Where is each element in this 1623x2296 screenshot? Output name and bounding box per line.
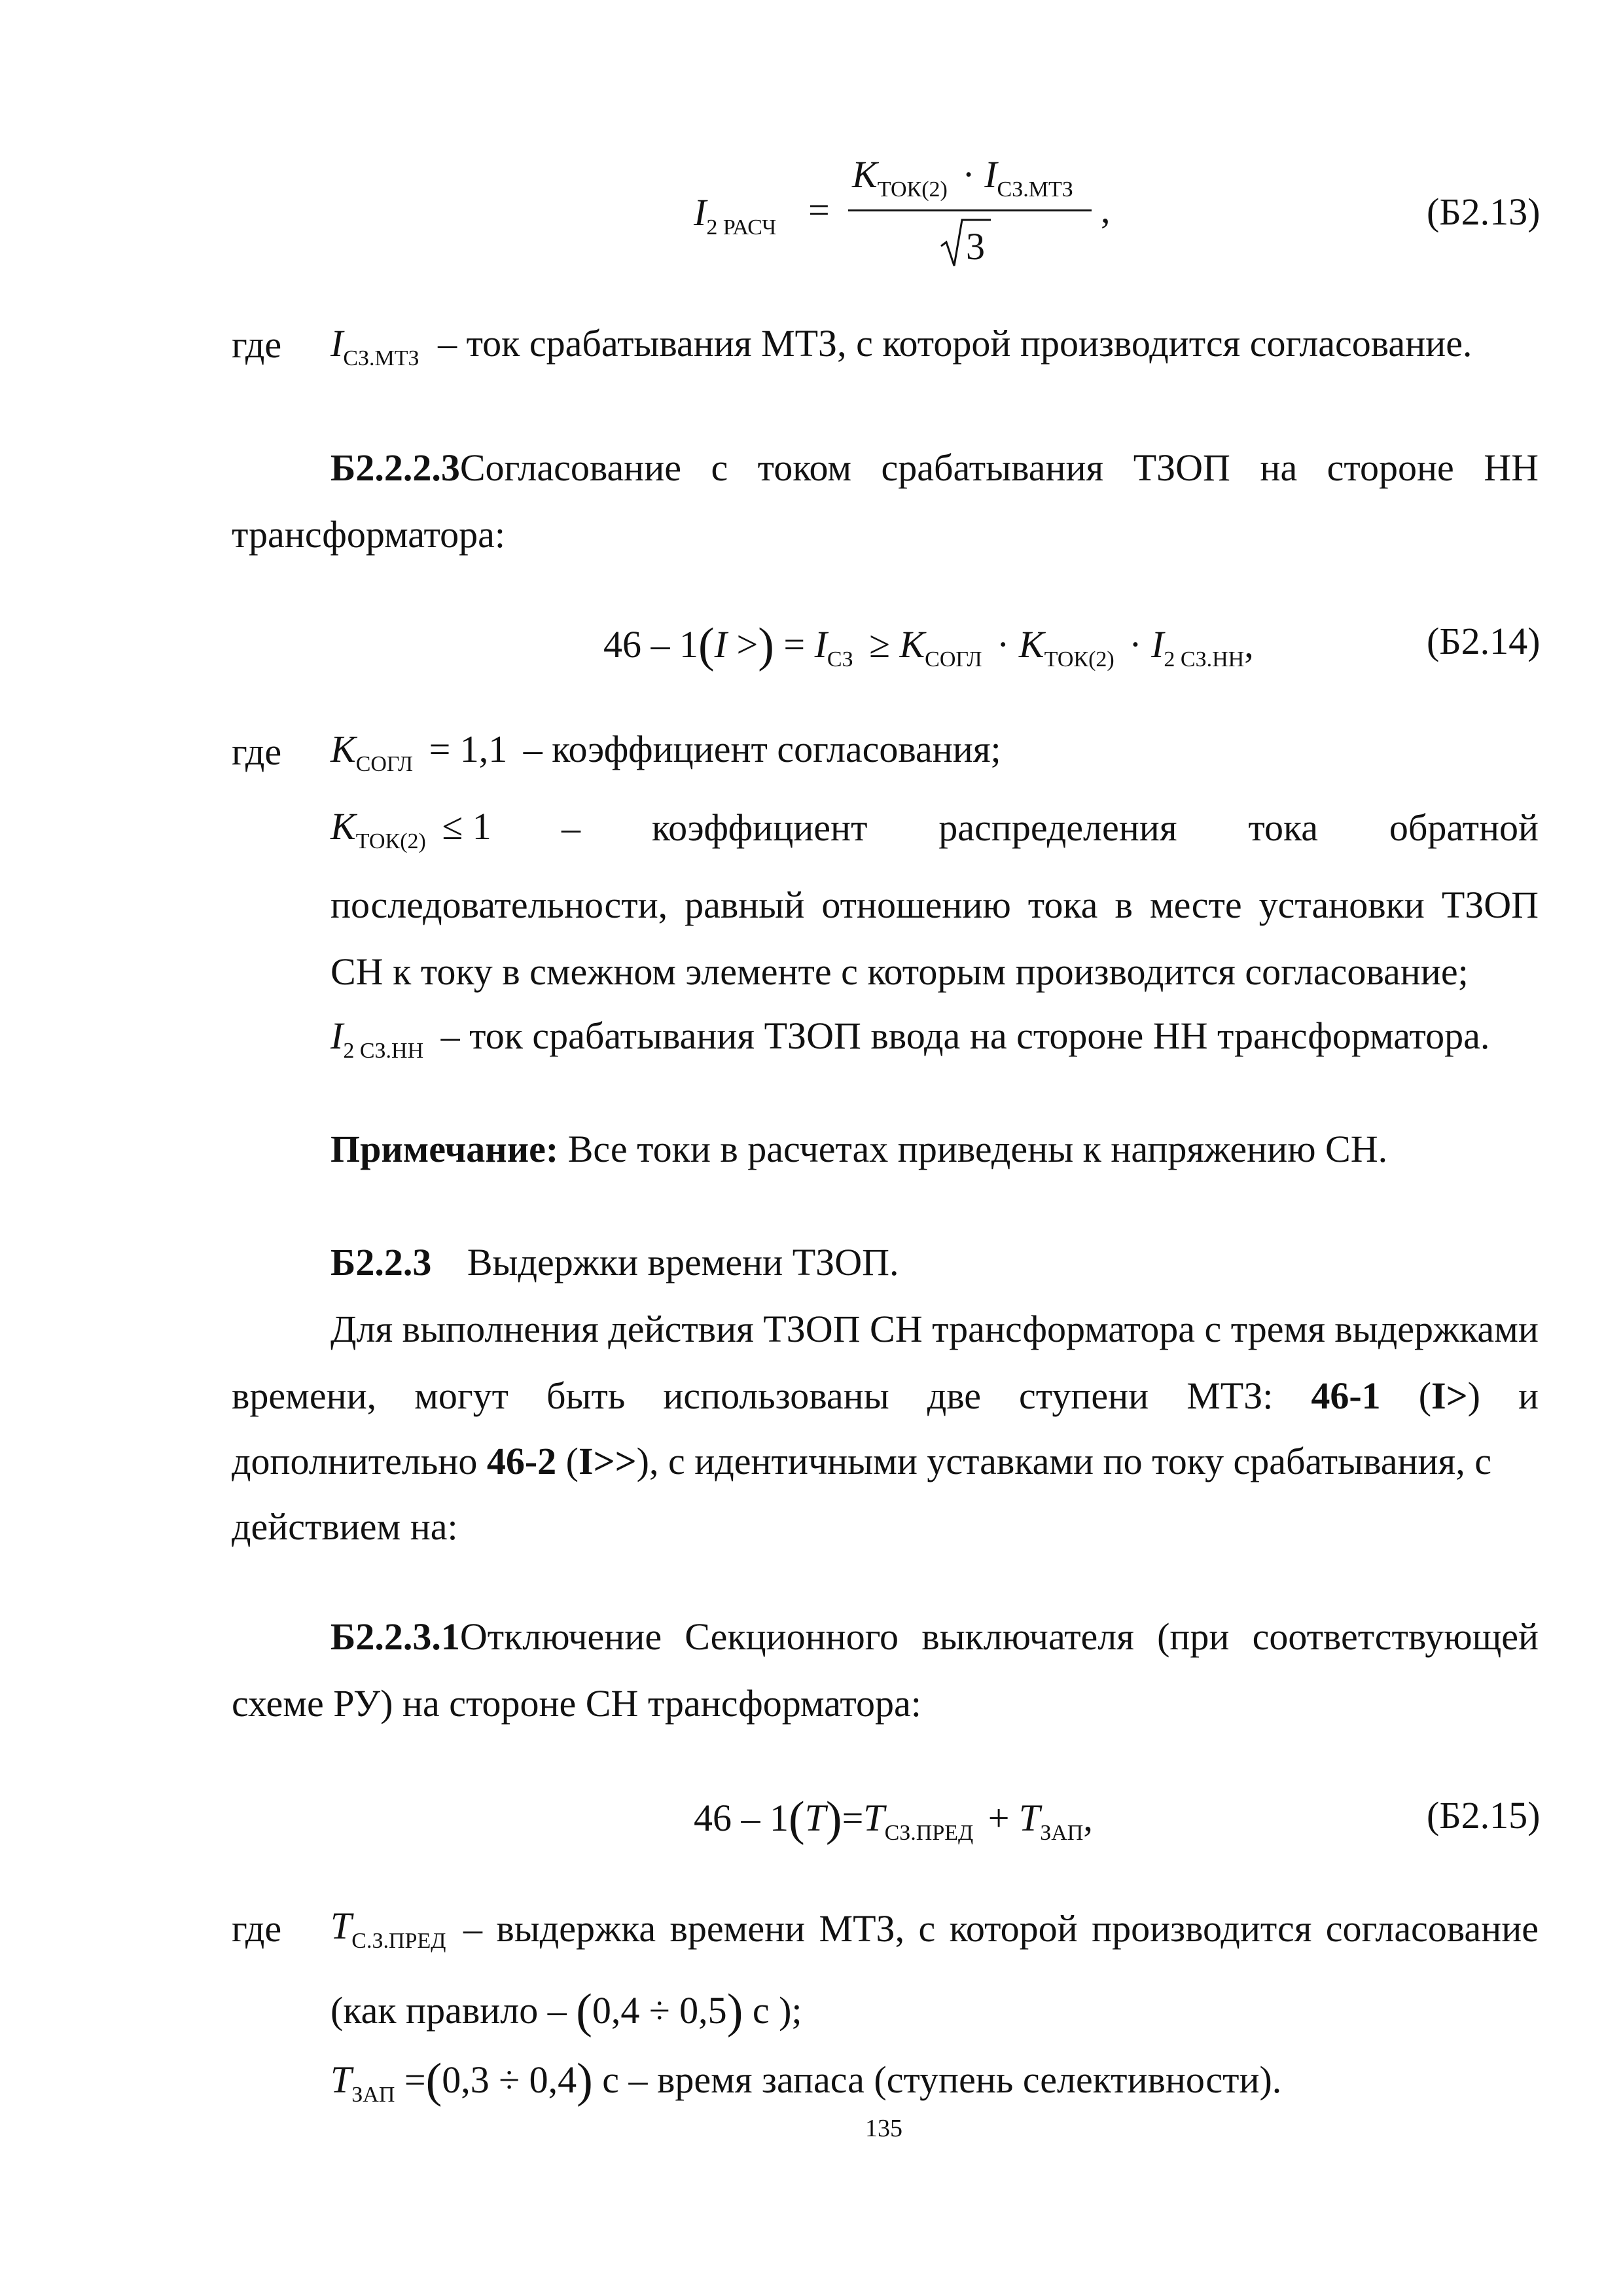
eq-sub: ЗАП (351, 2083, 395, 2107)
section-b223-heading (330, 1241, 899, 1283)
eq-sub: С.З.ПРЕД (351, 1929, 446, 1953)
where-2-ksogl (330, 728, 1001, 776)
eq-var-k: K (899, 623, 925, 666)
definition-text: с – время запаса (ступень селективности). (592, 2058, 1282, 2101)
range-value: 0,3 ÷ 0,4 (442, 2058, 577, 2101)
eq-var-i: I (330, 322, 344, 365)
eq-sub: ТОК(2) (877, 177, 948, 202)
paren-open: ( (698, 619, 715, 672)
where-label: где (232, 1907, 282, 1950)
word: могут (414, 1374, 508, 1417)
eq-var-t: T (1018, 1797, 1041, 1839)
word: на (1260, 446, 1298, 489)
bold-term: I> (1431, 1374, 1468, 1417)
eq-sub: СЗ (827, 647, 853, 672)
word: током (757, 446, 852, 489)
definition-text: – коэффициент согласования; (523, 728, 1001, 770)
eq-b2-13-lhs (694, 191, 777, 240)
where-2-ktok-line3: СН к току в смежном элементе с которым производится согласование; (330, 950, 1469, 993)
value: ≤ 1 (442, 805, 491, 848)
where-3-line1: – выдержка времени МТЗ, с которой производится согласование (463, 1907, 1539, 1950)
where-2-ktok-line1 (562, 806, 1539, 849)
bold-term: I>> (579, 1440, 637, 1482)
word: ), с идентичными уставками по току срабатывания, с (636, 1440, 1491, 1482)
para-line (232, 1374, 1539, 1417)
note-label: Примечание: (330, 1128, 559, 1170)
eq-sub: 2 СЗ.НН (1164, 647, 1245, 672)
page-number: 135 (865, 2115, 902, 2142)
eq-sub: СЗ.ПРЕД (884, 1821, 974, 1845)
word: с ); (743, 1989, 802, 2032)
word: две (927, 1374, 981, 1417)
eq-var-t: T (863, 1797, 885, 1839)
word: ступени (1019, 1374, 1149, 1417)
equation-b2-14 (603, 617, 1254, 672)
word: быть (546, 1374, 626, 1417)
section-b2231-line2: схеме РУ) на стороне СН трансформатора: (232, 1682, 921, 1725)
eq-sub: СОГЛ (355, 752, 414, 776)
eq-comma: , (1101, 188, 1111, 231)
ge-sign: ≥ (869, 623, 890, 666)
word: коэффициент (651, 806, 868, 849)
plus-sign: + (988, 1797, 1010, 1839)
word: ) (1467, 1374, 1480, 1417)
dot-operator: · (962, 153, 975, 196)
dot-operator: · (997, 623, 1010, 666)
paren-close: ) (825, 1792, 842, 1846)
word: дополнительно (232, 1440, 487, 1482)
bold-term: 46-1 (1311, 1374, 1381, 1417)
eq-var-k: K (330, 805, 356, 848)
value: = 1,1 (429, 728, 508, 770)
equation-number: (Б2.15) (1427, 1794, 1541, 1837)
eq-prefix: 46 – 1 (694, 1797, 789, 1839)
where-2-ktok-var (330, 805, 491, 853)
equation-number: (Б2.13) (1427, 190, 1541, 233)
eq-b2-13-numerator (852, 153, 1073, 202)
where-1-definition (330, 322, 1472, 370)
word: (при (1157, 1615, 1230, 1658)
gt-sign: > (726, 623, 758, 666)
eq-var-i: I (814, 623, 827, 666)
eq-var-k: K (1018, 623, 1044, 666)
para-line: Для выполнения действия ТЗОП СН трансформатора с тремя выдержками (330, 1308, 1539, 1350)
word: последовательности, (330, 884, 668, 926)
fraction-bar (848, 209, 1092, 211)
where-2-i2 (330, 1014, 1490, 1063)
word: НН (1484, 446, 1539, 489)
word: времени, (232, 1374, 377, 1417)
word: отношению (821, 884, 1011, 926)
eq-comma: , (1083, 1797, 1093, 1839)
definition-text: – ток срабатывания МТЗ, с которой производится согласование. (438, 322, 1472, 365)
word: месте (1149, 884, 1242, 926)
para-line: действием на: (232, 1505, 458, 1548)
eq-sub: ЗАП (1040, 1821, 1084, 1845)
word: с (711, 446, 728, 489)
section-number: Б2.2.2.3 (330, 446, 460, 489)
eq-var-i: I (984, 153, 997, 196)
eq-var-i: I (330, 1014, 344, 1057)
section-b2223-line1 (330, 446, 1539, 489)
equals-sign: = (404, 2058, 426, 2101)
section-b2231-line1 (330, 1615, 1539, 1658)
word: Согласование (459, 446, 682, 489)
word: – (562, 806, 580, 849)
dot-operator: · (1129, 623, 1142, 666)
section-number: Б2.2.3.1 (330, 1615, 460, 1658)
note-text: Все токи в расчетах приведены к напряжению СН. (558, 1128, 1388, 1170)
paren-open: ( (789, 1792, 805, 1846)
word: использованы (663, 1374, 889, 1417)
equals-sign: = (783, 623, 806, 666)
paren-open: ( (576, 1984, 592, 2038)
word: выключателя (921, 1615, 1134, 1658)
eq-var-i: I (1151, 623, 1164, 666)
word: и (1518, 1374, 1539, 1417)
where-label: где (232, 730, 282, 773)
word: Отключение (459, 1615, 662, 1658)
paren-open: ( (425, 2054, 442, 2108)
eq-sub: 2 СЗ.НН (343, 1039, 424, 1063)
word: ( (556, 1440, 579, 1482)
where-3-tzap (330, 2053, 1282, 2108)
section-title: Выдержки времени ТЗОП. (467, 1241, 899, 1283)
word: ТЗОП (1441, 884, 1539, 926)
eq-sub: ТОК(2) (355, 829, 426, 853)
word: (как правило – (330, 1989, 567, 2032)
word: в (1115, 884, 1133, 926)
paren-close: ) (726, 1984, 743, 2038)
word: соответствующей (1252, 1615, 1539, 1658)
range-value: 0,4 ÷ 0,5 (592, 1989, 727, 2032)
bold-term: 46-2 (486, 1440, 557, 1482)
equals-sign: = (842, 1797, 864, 1839)
section-number: Б2.2.3 (330, 1241, 432, 1283)
eq-var-t: T (330, 1905, 352, 1947)
definition-text: – ток срабатывания ТЗОП ввода на стороне НН трансформатора. (440, 1014, 1490, 1057)
eq-sub: СЗ.МТЗ (997, 177, 1073, 202)
eq-var-k: K (330, 728, 356, 770)
word: ( (1418, 1374, 1432, 1417)
equals-sign: = (808, 188, 830, 231)
eq-sub: 2 РАСЧ (706, 215, 777, 240)
eq-sub: СОГЛ (925, 647, 982, 672)
equation-b2-15 (694, 1791, 1093, 1846)
eq-var-k: K (852, 153, 878, 196)
eq-sub: ТОК(2) (1044, 647, 1115, 672)
section-b2223-line2: трансформатора: (232, 513, 505, 556)
eq-sub: СЗ.МТЗ (343, 346, 419, 370)
word: срабатывания (881, 446, 1104, 489)
where-label: где (232, 323, 282, 366)
eq-var-t: T (330, 2058, 352, 2101)
word: тока (1027, 884, 1098, 926)
where-2-ktok-line2 (330, 886, 1539, 924)
word: МТЗ: (1186, 1374, 1274, 1417)
word: установки (1258, 884, 1425, 926)
note-line (330, 1130, 1387, 1168)
paren-close: ) (577, 2054, 593, 2108)
word: распределения (938, 806, 1177, 849)
radicand: 3 (966, 225, 985, 268)
word: ТЗОП (1133, 446, 1230, 489)
equation-number: (Б2.14) (1427, 620, 1541, 662)
where-3-tvar (330, 1905, 446, 1953)
word: стороне (1327, 446, 1454, 489)
eq-prefix: 46 – 1 (603, 623, 698, 666)
para-line (232, 1440, 1491, 1482)
word: Секционного (685, 1615, 899, 1658)
eq-var-i: I (694, 191, 707, 234)
word: обратной (1389, 806, 1539, 849)
paren-close: ) (758, 619, 774, 672)
eq-var-i: I (714, 623, 727, 666)
eq-var-t: T (804, 1797, 826, 1839)
where-3-line2 (330, 1983, 802, 2038)
word: равный (685, 884, 805, 926)
eq-comma: , (1244, 623, 1254, 666)
word: тока (1248, 806, 1318, 849)
